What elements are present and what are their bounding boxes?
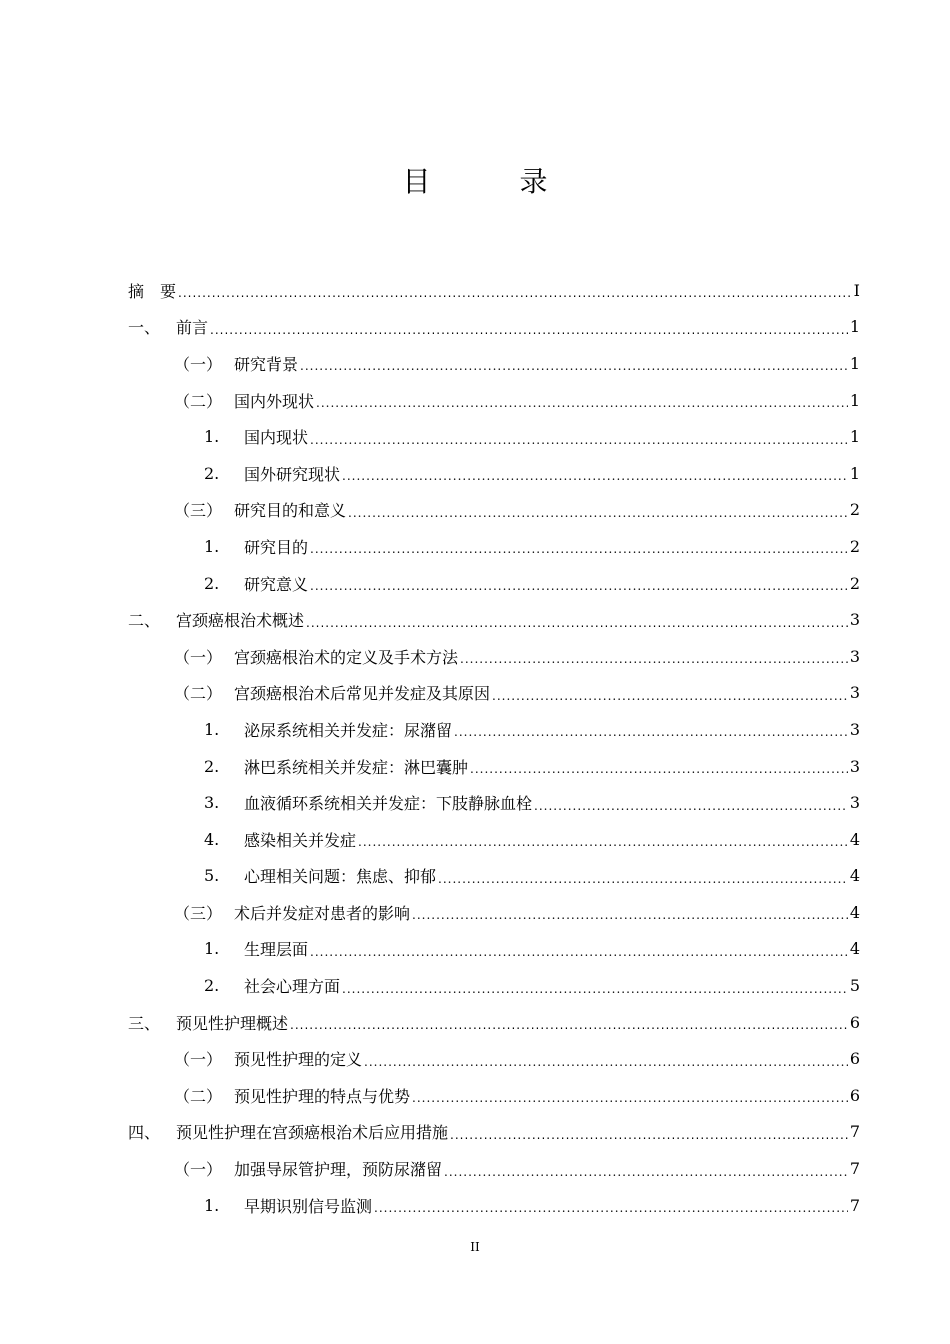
toc-entry-number: 4. (204, 829, 220, 849)
toc-entry[interactable] (128, 309, 860, 346)
toc-entry-label: 研究目的 (244, 537, 309, 557)
toc-entry-number: （三） (174, 903, 223, 923)
toc-entry-label: 宫颈癌根治术后常见并发症及其原因 (234, 684, 491, 704)
toc-entry-label: 研究意义 (244, 574, 309, 594)
toc-entry-page: 4 (849, 829, 860, 849)
toc-dot-leader (358, 835, 848, 849)
toc-entry-page: 4 (849, 866, 860, 886)
toc-entry-label: 生理层面 (244, 940, 309, 960)
toc-entry-page: 6 (849, 1085, 860, 1105)
toc-entry[interactable] (128, 455, 860, 492)
toc-entry-number: 2. (204, 756, 220, 776)
toc-entry-label: 预见性护理概述 (176, 1013, 289, 1033)
toc-dot-leader (310, 542, 848, 556)
toc-entry-page: 7 (849, 1159, 860, 1179)
toc-entry-page: 3 (849, 793, 860, 813)
toc-entry[interactable] (128, 711, 860, 748)
toc-dot-leader (342, 982, 848, 996)
toc-entry-number: （一） (174, 354, 223, 374)
toc-dot-leader (306, 616, 848, 630)
toc-dot-leader (444, 1165, 848, 1179)
toc-entry-number: 5. (204, 866, 220, 886)
toc-entry[interactable] (128, 675, 860, 712)
toc-entry-label: 早期识别信号监测 (244, 1196, 373, 1216)
toc-entry-number: 一、 (128, 318, 161, 338)
toc-entry-label: 加强导尿管护理，预防尿潴留 (234, 1160, 443, 1180)
toc-entry-number: 1. (204, 939, 220, 959)
toc-dot-leader (348, 506, 848, 520)
toc-entry[interactable] (128, 748, 860, 785)
toc-entry-number: 2. (204, 976, 220, 996)
toc-dot-leader (310, 433, 848, 447)
toc-dot-leader (290, 1018, 848, 1032)
toc-entry[interactable] (128, 272, 860, 309)
toc-dot-leader (438, 872, 848, 886)
toc-dot-leader (450, 1128, 848, 1142)
toc-entry-page: 7 (849, 1122, 860, 1142)
toc-entry-page: 3 (849, 683, 860, 703)
toc-entry-number: 三、 (128, 1013, 161, 1033)
toc-entry[interactable] (128, 1114, 860, 1151)
page-number-footer: II (470, 1240, 480, 1254)
toc-entry[interactable] (128, 1150, 860, 1187)
toc-entry[interactable] (128, 565, 860, 602)
toc-entry-number: （三） (174, 501, 223, 521)
toc-entry-label: 泌尿系统相关并发症：尿潴留 (244, 720, 453, 740)
toc-entry-number: （一） (174, 1160, 223, 1180)
toc-entry-label: 预见性护理在宫颈癌根治术后应用措施 (176, 1123, 449, 1143)
toc-dot-leader (310, 579, 848, 593)
toc-entry-page: 1 (849, 463, 860, 483)
toc-entry-label: 血液循环系统相关并发症：下肢静脉血栓 (244, 794, 533, 814)
toc-entry-page: 1 (849, 317, 860, 337)
toc-entry[interactable] (128, 967, 860, 1004)
toc-entry-page: 2 (849, 573, 860, 593)
toc-entry-page: 3 (849, 610, 860, 630)
toc-entry-number: 二、 (128, 611, 161, 631)
toc-dot-leader (342, 469, 848, 483)
toc-entry-page: 6 (849, 1049, 860, 1069)
toc-entry-label: 社会心理方面 (244, 977, 341, 997)
toc-entry-page: 1 (849, 353, 860, 373)
toc-entry-page: I (853, 280, 860, 300)
toc-dot-leader (534, 799, 848, 813)
toc-entry-page: 1 (849, 427, 860, 447)
toc-entry-page: 5 (849, 976, 860, 996)
toc-entry[interactable] (128, 1040, 860, 1077)
toc-entry[interactable] (128, 821, 860, 858)
toc-entry-label: 国内外现状 (234, 391, 315, 411)
toc-entry-label: 研究背景 (234, 354, 299, 374)
toc-entry[interactable] (128, 382, 860, 419)
toc-dot-leader (178, 286, 852, 300)
toc-entry[interactable] (128, 1187, 860, 1224)
toc-entry-page: 4 (849, 939, 860, 959)
toc-entry-page: 3 (849, 719, 860, 739)
toc-dot-leader (492, 689, 848, 703)
toc-entry-label: 宫颈癌根治术概述 (176, 611, 305, 631)
toc-dot-leader (454, 725, 848, 739)
toc-entry-label: 术后并发症对患者的影响 (234, 903, 411, 923)
toc-entry-number: 1. (204, 536, 220, 556)
toc-entry-label: 宫颈癌根治术的定义及手术方法 (234, 647, 459, 667)
toc-dot-leader (210, 323, 848, 337)
toc-entry[interactable] (128, 418, 860, 455)
toc-dot-leader (412, 908, 848, 922)
toc-entry-label: 心理相关问题：焦虑、抑郁 (244, 867, 437, 887)
toc-entry[interactable] (128, 492, 860, 529)
toc-dot-leader (310, 945, 848, 959)
toc-entry-label: 国内现状 (244, 428, 309, 448)
toc-dot-leader (412, 1091, 848, 1105)
toc-entry[interactable] (128, 638, 860, 675)
toc-entry[interactable] (128, 894, 860, 931)
toc-entry-label: 淋巴系统相关并发症：淋巴囊肿 (244, 757, 469, 777)
toc-entry-number: 摘 要 (128, 281, 177, 301)
toc-entry-label: 研究目的和意义 (234, 501, 347, 521)
table-of-contents (128, 272, 860, 1223)
toc-entry-number: 1. (204, 427, 220, 447)
toc-dot-leader (300, 359, 848, 373)
toc-dot-leader (374, 1201, 848, 1215)
toc-entry-page: 3 (849, 646, 860, 666)
toc-entry[interactable] (128, 1077, 860, 1114)
toc-entry-page: 2 (849, 536, 860, 556)
toc-entry-number: （一） (174, 647, 223, 667)
toc-entry-number: （二） (174, 391, 223, 411)
toc-entry-number: 3. (204, 793, 220, 813)
toc-entry-number: 2. (204, 463, 220, 483)
toc-entry[interactable] (128, 858, 860, 895)
toc-entry[interactable] (128, 931, 860, 968)
toc-entry-number: 2. (204, 573, 220, 593)
toc-entry-page: 2 (849, 500, 860, 520)
toc-entry-page: 4 (849, 902, 860, 922)
toc-entry-number: （一） (174, 1050, 223, 1070)
toc-entry[interactable] (128, 528, 860, 565)
toc-entry-label: 国外研究现状 (244, 464, 341, 484)
toc-entry-number: （二） (174, 684, 223, 704)
toc-entry-page: 6 (849, 1012, 860, 1032)
page-title: 目 录 (402, 165, 588, 198)
toc-entry-label: 预见性护理的定义 (234, 1050, 363, 1070)
toc-dot-leader (364, 1055, 848, 1069)
toc-entry-page: 3 (849, 756, 860, 776)
toc-dot-leader (460, 652, 848, 666)
toc-entry-number: 1. (204, 719, 220, 739)
toc-entry[interactable] (128, 784, 860, 821)
toc-entry[interactable] (128, 1004, 860, 1041)
toc-entry-label: 感染相关并发症 (244, 830, 357, 850)
toc-entry[interactable] (128, 345, 860, 382)
toc-entry-page: 7 (849, 1195, 860, 1215)
toc-entry[interactable] (128, 601, 860, 638)
toc-entry-number: （二） (174, 1086, 223, 1106)
toc-dot-leader (316, 396, 848, 410)
toc-entry-label: 前言 (176, 318, 209, 338)
toc-entry-label: 预见性护理的特点与优势 (234, 1086, 411, 1106)
toc-entry-page: 1 (849, 390, 860, 410)
toc-entry-number: 1. (204, 1195, 220, 1215)
toc-dot-leader (470, 762, 848, 776)
toc-entry-number: 四、 (128, 1123, 161, 1143)
